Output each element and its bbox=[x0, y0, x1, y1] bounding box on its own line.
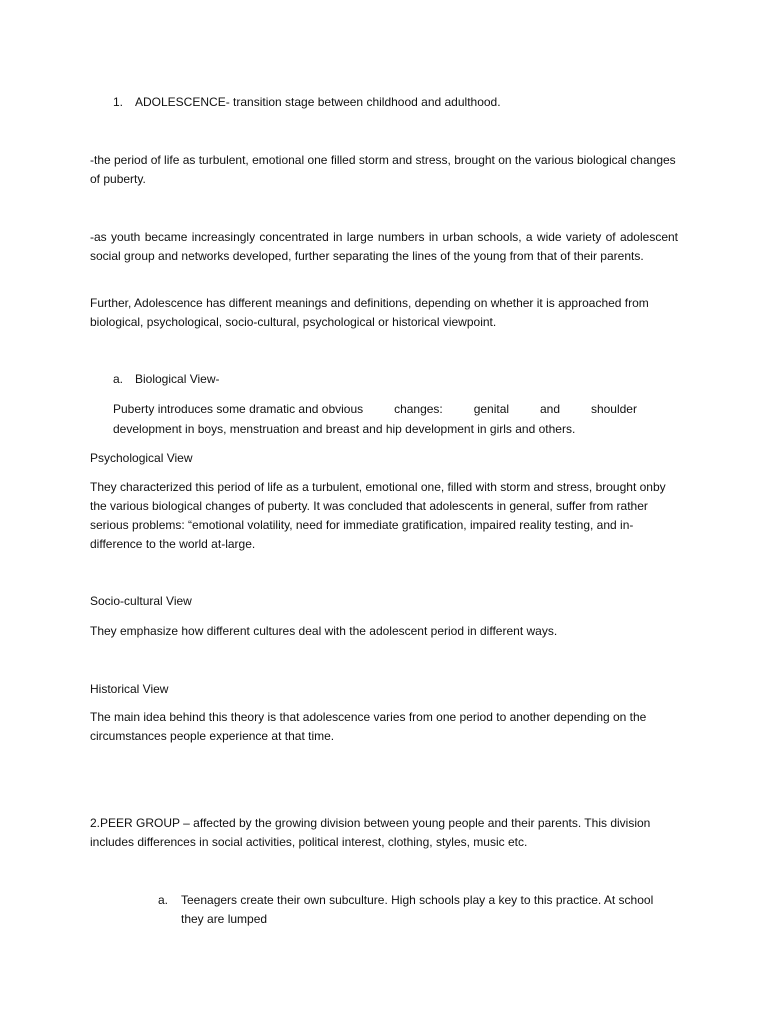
biological-marker: a. bbox=[113, 372, 124, 386]
paragraph-turbulent: -the period of life as turbulent, emotional one filled storm and stress, brought on the various biological changes of puberty. bbox=[90, 153, 676, 186]
biological-line1-part: Puberty introduces some dramatic and obvious bbox=[113, 402, 364, 416]
historical-heading: Historical View bbox=[90, 682, 169, 696]
sociocultural-heading: Socio-cultural View bbox=[90, 594, 192, 608]
biological-line1-part: shoulder bbox=[590, 402, 637, 416]
peer-group-paragraph: 2.PEER GROUP – affected by the growing division between young people and their parents. This division includes differences in social activities, political interest, clothing, styles, music etc. bbox=[90, 816, 651, 849]
psychological-heading: Psychological View bbox=[90, 451, 193, 465]
teenagers-text: Teenagers create their own subculture. High schools play a key to this practice. At school they are lumped bbox=[181, 893, 654, 926]
biological-line1-part: changes: bbox=[394, 402, 443, 416]
teenagers-marker: a. bbox=[158, 893, 169, 907]
item1-heading: ADOLESCENCE- transition stage between childhood and adulthood. bbox=[135, 95, 501, 109]
paragraph-further: Further, Adolescence has different meanings and definitions, depending on whether it is approached from biological, psychological, socio-cultural, psychological or historical viewpoint. bbox=[90, 296, 649, 329]
item1-number: 1. bbox=[113, 95, 124, 109]
paragraph-youth: -as youth became increasingly concentrated in large numbers in urban schools, a wide variety of adolescent social group and networks developed, further separating the lines of the young from that of their parents. bbox=[90, 230, 678, 263]
biological-line1-part: genital bbox=[473, 402, 510, 416]
biological-heading: Biological View- bbox=[135, 372, 220, 386]
biological-line-2: development in boys, menstruation and breast and hip development in girls and others. bbox=[113, 422, 576, 436]
historical-body: The main idea behind this theory is that adolescence varies from one period to another depending on the circumstances people experience at that time. bbox=[90, 710, 647, 743]
sociocultural-body: They emphasize how different cultures deal with the adolescent period in different ways. bbox=[90, 624, 558, 638]
psychological-body: They characterized this period of life as a turbulent, emotional one, filled with storm and stress, brought onby the various biological changes of puberty. It was concluded that adolescents in general, suffer from rather serious problems: “emotional volatility, need for immediate gratification, impaired reality testing, and in-difference to the world at-large. bbox=[90, 480, 666, 551]
biological-line1-part: and bbox=[539, 402, 561, 416]
biological-line-1 bbox=[113, 400, 637, 419]
